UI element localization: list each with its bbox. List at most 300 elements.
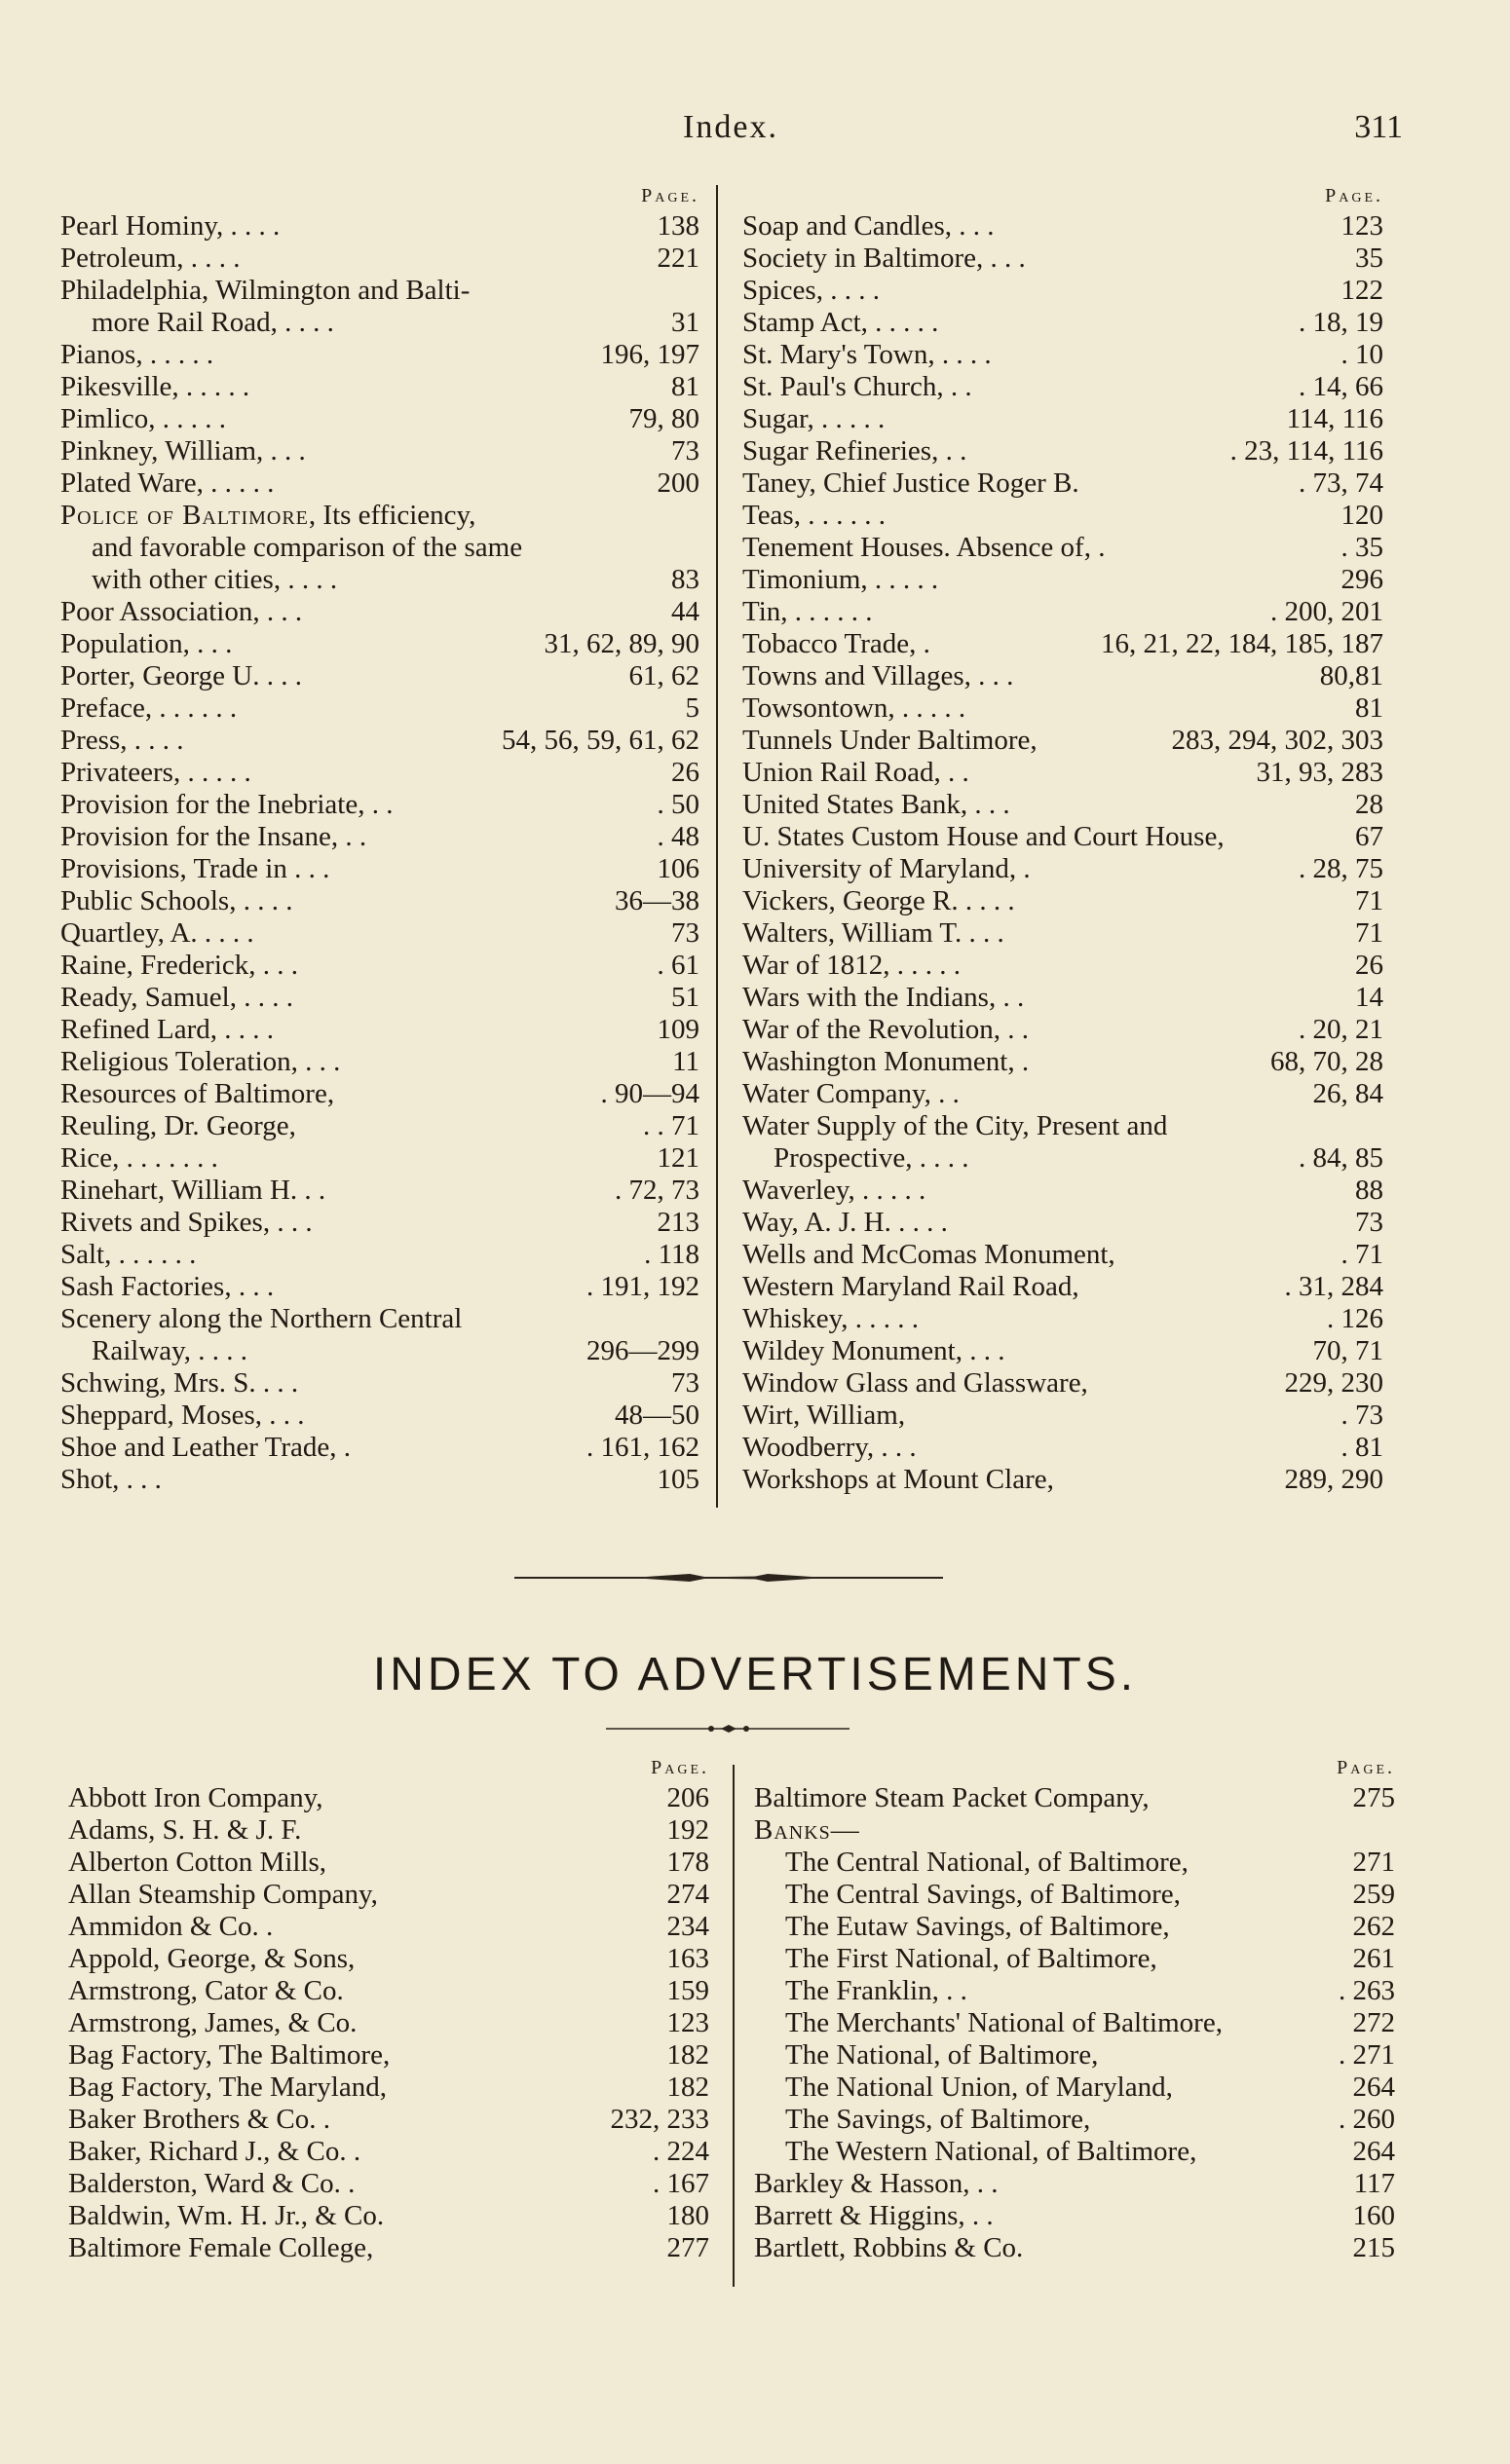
index-entry: [742, 307, 1387, 339]
index-entry: [60, 1271, 703, 1303]
entry-label: The National Union, of Maryland,: [785, 2072, 1173, 2103]
entry-page: . 10: [1340, 339, 1383, 370]
index-entry: [742, 692, 1387, 725]
index-entry: [742, 1432, 1387, 1464]
index-entry: [754, 1879, 1399, 1911]
entry-page: 221: [657, 243, 699, 274]
entry-label: Allan Steamship Company,: [68, 1879, 378, 1910]
entry-page: . 224: [653, 2136, 709, 2167]
index-entry: [68, 1975, 713, 2007]
entry-label: Vickers, George R. . . . .: [742, 885, 1015, 916]
index-entry: [68, 1782, 713, 1814]
index-entry: [68, 1879, 713, 1911]
index-entry: [60, 564, 703, 596]
entry-page: 31: [671, 307, 699, 338]
entry-label: Abbott Iron Company,: [68, 1782, 323, 1813]
index-entry: [754, 2232, 1399, 2264]
entry-label: United States Bank, . . .: [742, 789, 1010, 820]
index-entry: [742, 500, 1387, 532]
index-entry: [754, 1782, 1399, 1814]
entry-label: Banks—: [754, 1814, 860, 1846]
index-entry: [742, 1142, 1387, 1175]
entry-label: Philadelphia, Wilmington and Balti-: [60, 275, 471, 306]
entry-page: 264: [1352, 2072, 1395, 2103]
entry-page: 229, 230: [1284, 1367, 1383, 1399]
entry-label: Barrett & Higgins, . .: [754, 2200, 994, 2231]
index-entry: [60, 371, 703, 403]
index-entry: [60, 596, 703, 628]
entry-label: Prospective, . . . .: [774, 1142, 969, 1174]
index-entry: [742, 596, 1387, 628]
index-entry: [754, 2168, 1399, 2200]
entry-page: 296—299: [586, 1335, 699, 1366]
index-entry: [754, 1943, 1399, 1975]
entry-label: Soap and Candles, . . .: [742, 210, 995, 242]
entry-label: Pinkney, William, . . .: [60, 435, 306, 467]
entry-page: 105: [657, 1464, 699, 1495]
entry-page: 123: [666, 2007, 709, 2038]
page-title: Index.: [683, 109, 778, 145]
entry-label: Resources of Baltimore,: [60, 1078, 335, 1109]
entry-page: 138: [657, 210, 699, 242]
entry-page: 196, 197: [600, 339, 699, 370]
index-entry: [68, 2104, 713, 2136]
index-entry: [68, 2072, 713, 2104]
entry-page: 262: [1352, 1911, 1395, 1942]
index-entry: [60, 243, 703, 275]
entry-page: 232, 233: [610, 2104, 709, 2135]
index-entry: [754, 2007, 1399, 2039]
entry-label: Rivets and Spikes, . . .: [60, 1207, 313, 1238]
entry-page: 81: [1355, 692, 1383, 724]
index-entry: [68, 2136, 713, 2168]
entry-page: . 191, 192: [586, 1271, 699, 1302]
index-entry: [60, 532, 703, 564]
entry-page: . 50: [657, 789, 699, 820]
index-entry: [68, 1847, 713, 1879]
index-entry: [60, 660, 703, 692]
entry-page: 296: [1340, 564, 1383, 595]
page-column-header: Page.: [1337, 1757, 1395, 1778]
entry-label: Timonium, . . . . .: [742, 564, 939, 595]
entry-label: Baltimore Steam Packet Company,: [754, 1782, 1150, 1813]
entry-page: 68, 70, 28: [1270, 1046, 1383, 1077]
index-entry: [742, 1271, 1387, 1303]
entry-label: Rice, . . . . . . .: [60, 1142, 218, 1174]
index-entry: [60, 500, 703, 532]
entry-page: 121: [657, 1142, 699, 1174]
index-entry: [754, 1847, 1399, 1879]
index-entry: [60, 1207, 703, 1239]
index-entry: [742, 660, 1387, 692]
index-entry: [60, 789, 703, 821]
entry-page: 31, 62, 89, 90: [544, 628, 699, 659]
entry-page: 14: [1355, 982, 1383, 1013]
index-entry: [60, 307, 703, 339]
index-entry: [742, 1110, 1387, 1142]
entry-page: . 161, 162: [586, 1432, 699, 1463]
entry-label: Water Company, . .: [742, 1078, 960, 1109]
entry-page: 106: [657, 853, 699, 884]
entry-label: War of the Revolution, . .: [742, 1014, 1030, 1045]
entry-page: 283, 294, 302, 303: [1171, 725, 1383, 756]
entry-label: Salt, . . . . . .: [60, 1239, 197, 1270]
entry-label: Plated Ware, . . . . .: [60, 467, 275, 499]
entry-label: Tin, . . . . . .: [742, 596, 873, 627]
index-right-column: [742, 181, 1387, 1496]
index-entry: [754, 2136, 1399, 2168]
entry-page: . 263: [1339, 1975, 1395, 2006]
index-entry: [60, 210, 703, 243]
entry-label: Washington Monument, .: [742, 1046, 1030, 1077]
entry-page: 16, 21, 22, 184, 185, 187: [1101, 628, 1383, 659]
entry-label: Woodberry, . . .: [742, 1432, 917, 1463]
entry-label: Teas, . . . . . .: [742, 500, 886, 531]
entry-page: . 71: [1340, 1239, 1383, 1270]
entry-label: Sugar Refineries, . .: [742, 435, 967, 467]
index-entry: [742, 982, 1387, 1014]
entry-label: Workshops at Mount Clare,: [742, 1464, 1054, 1495]
entry-label: Whiskey, . . . . .: [742, 1303, 919, 1334]
entry-label: Sash Factories, . . .: [60, 1271, 275, 1302]
index-entry: [742, 757, 1387, 789]
index-entry: [742, 1303, 1387, 1335]
entry-label: St. Mary's Town, . . . .: [742, 339, 992, 370]
entry-page: 73: [671, 435, 699, 467]
index-entry: [742, 467, 1387, 500]
index-entry: [68, 2232, 713, 2264]
entry-page: 70, 71: [1312, 1335, 1383, 1366]
entry-label: Police of Baltimore, Its efficiency,: [60, 500, 476, 531]
entry-label: Taney, Chief Justice Roger B.: [742, 467, 1079, 499]
entry-page: 35: [1355, 243, 1383, 274]
column-divider: [733, 1765, 735, 2287]
entry-label: Bag Factory, The Baltimore,: [68, 2039, 391, 2071]
index-entry: [60, 692, 703, 725]
advertisements-right-column: [754, 1753, 1399, 2264]
index-entry: [68, 2168, 713, 2200]
entry-page: . 35: [1340, 532, 1383, 563]
entry-page: . 200, 201: [1270, 596, 1383, 627]
entry-label: Sheppard, Moses, . . .: [60, 1400, 305, 1431]
entry-page: 26: [1355, 950, 1383, 981]
entry-page: . 14, 66: [1299, 371, 1383, 402]
page-column-header: Page.: [1325, 185, 1383, 206]
index-entry: [742, 950, 1387, 982]
entry-label: Armstrong, James, & Co.: [68, 2007, 358, 2038]
index-entry: [742, 532, 1387, 564]
entry-label: The Savings, of Baltimore,: [785, 2104, 1091, 2135]
entry-page: 234: [666, 1911, 709, 1942]
entry-label: Refined Lard, . . . .: [60, 1014, 275, 1045]
entry-page: 180: [666, 2200, 709, 2231]
entry-label: Press, . . . .: [60, 725, 184, 756]
index-entry: [60, 339, 703, 371]
column-divider: [716, 185, 718, 1508]
index-entry: [742, 210, 1387, 243]
entry-label: Wirt, William,: [742, 1400, 906, 1431]
index-entry: [742, 564, 1387, 596]
entry-page: 182: [666, 2072, 709, 2103]
index-entry: [60, 1464, 703, 1496]
index-entry: [742, 1078, 1387, 1110]
entry-page: 5: [685, 692, 699, 724]
index-entry: [742, 885, 1387, 917]
entry-label: Tenement Houses. Absence of, .: [742, 532, 1106, 563]
entry-label: The Franklin, . .: [785, 1975, 967, 2006]
entry-page: 73: [671, 1367, 699, 1399]
entry-page: 80,81: [1319, 660, 1383, 691]
index-entry: [60, 435, 703, 467]
index-entry: [68, 1814, 713, 1847]
entry-page: 159: [666, 1975, 709, 2006]
entry-page: 114, 116: [1286, 403, 1383, 434]
entry-page: . 72, 73: [615, 1175, 699, 1206]
entry-page: 200: [657, 467, 699, 499]
index-entry: [60, 1432, 703, 1464]
entry-page: . 73, 74: [1299, 467, 1383, 499]
entry-label: Pearl Hominy, . . . .: [60, 210, 281, 242]
entry-label: more Rail Road, . . . .: [92, 307, 334, 338]
entry-label: Petroleum, . . . .: [60, 243, 241, 274]
entry-label: Walters, William T. . . .: [742, 917, 1004, 949]
entry-page: 44: [671, 596, 699, 627]
page-number: 311: [1354, 109, 1403, 145]
entry-page: 79, 80: [628, 403, 699, 434]
entry-page: 289, 290: [1284, 1464, 1383, 1495]
entry-page: . 73: [1340, 1400, 1383, 1431]
index-entry: [68, 2007, 713, 2039]
index-entry: [742, 821, 1387, 853]
entry-page: 31, 93, 283: [1256, 757, 1383, 788]
entry-label: Shot, . . .: [60, 1464, 162, 1495]
index-entry: [60, 275, 703, 307]
title-underline-ornament: [606, 1724, 849, 1734]
entry-label: Wells and McComas Monument,: [742, 1239, 1115, 1270]
entry-label: Baldwin, Wm. H. Jr., & Co.: [68, 2200, 385, 2231]
index-entry: [742, 1239, 1387, 1271]
entry-page: 109: [657, 1014, 699, 1045]
entry-label: Window Glass and Glassware,: [742, 1367, 1088, 1399]
index-entry: [742, 403, 1387, 435]
entry-page: . 84, 85: [1299, 1142, 1383, 1174]
index-entry: [60, 757, 703, 789]
index-entry: [742, 853, 1387, 885]
index-entry: [742, 1464, 1387, 1496]
index-entry: [60, 950, 703, 982]
entry-page: . 61: [657, 950, 699, 981]
entry-page: 81: [671, 371, 699, 402]
entry-label: Western Maryland Rail Road,: [742, 1271, 1079, 1302]
entry-label: Bag Factory, The Maryland,: [68, 2072, 387, 2103]
entry-label: The Central National, of Baltimore,: [785, 1847, 1189, 1878]
entry-label: Stamp Act, . . . . .: [742, 307, 939, 338]
index-entry: [68, 2200, 713, 2232]
entry-page: 163: [666, 1943, 709, 1974]
entry-page: 54, 56, 59, 61, 62: [502, 725, 699, 756]
entry-page: 122: [1340, 275, 1383, 306]
entry-label: Sugar, . . . . .: [742, 403, 886, 434]
index-entry: [60, 1239, 703, 1271]
index-entry: [742, 1335, 1387, 1367]
index-entry: [754, 2200, 1399, 2232]
entry-label: Reuling, Dr. George,: [60, 1110, 296, 1141]
index-entry: [742, 339, 1387, 371]
entry-page: 51: [671, 982, 699, 1013]
entry-label: Ammidon & Co. .: [68, 1911, 274, 1942]
section-divider-ornament: [514, 1572, 943, 1584]
entry-page: . 20, 21: [1299, 1014, 1383, 1045]
entry-label: University of Maryland, .: [742, 853, 1031, 884]
page-column-header: Page.: [641, 185, 699, 206]
entry-label: Alberton Cotton Mills,: [68, 1847, 327, 1878]
entry-label: Towns and Villages, . . .: [742, 660, 1014, 691]
entry-label: Society in Baltimore, . . .: [742, 243, 1026, 274]
entry-page: . 126: [1327, 1303, 1383, 1334]
entry-page: 160: [1352, 2200, 1395, 2231]
entry-page: 215: [1352, 2232, 1395, 2263]
entry-label: Scenery along the Northern Central: [60, 1303, 463, 1334]
entry-page: 67: [1355, 821, 1383, 852]
index-entry: [742, 435, 1387, 467]
entry-label: Armstrong, Cator & Co.: [68, 1975, 344, 2006]
entry-page: 182: [666, 2039, 709, 2071]
index-entry: [60, 917, 703, 950]
entry-label: with other cities, . . . .: [92, 564, 338, 595]
entry-label: Tunnels Under Baltimore,: [742, 725, 1038, 756]
entry-page: 123: [1340, 210, 1383, 242]
index-entry: [742, 275, 1387, 307]
index-entry: [754, 2104, 1399, 2136]
entry-label: Schwing, Mrs. S. . . .: [60, 1367, 299, 1399]
entry-label: Preface, . . . . . .: [60, 692, 238, 724]
entry-label: Ready, Samuel, . . . .: [60, 982, 293, 1013]
entry-page: . 167: [653, 2168, 709, 2199]
entry-page: . 90—94: [600, 1078, 699, 1109]
entry-page: 271: [1352, 1847, 1395, 1878]
entry-page: . 31, 284: [1284, 1271, 1383, 1302]
entry-page: 275: [1352, 1782, 1395, 1813]
index-entry: [60, 1078, 703, 1110]
index-entry: [742, 1367, 1387, 1400]
index-entry: [60, 853, 703, 885]
entry-page: 26: [671, 757, 699, 788]
running-head: [58, 109, 1403, 158]
entry-page: 261: [1352, 1943, 1395, 1974]
index-entry: [60, 1367, 703, 1400]
entry-label: Bartlett, Robbins & Co.: [754, 2232, 1024, 2263]
page-column-header: Page.: [651, 1757, 709, 1778]
entry-page: . 23, 114, 116: [1229, 435, 1383, 467]
index-entry: [742, 243, 1387, 275]
entry-label: St. Paul's Church, . .: [742, 371, 972, 402]
index-entry: [68, 2039, 713, 2072]
index-entry: [742, 1207, 1387, 1239]
index-entry: [742, 725, 1387, 757]
entry-page: 88: [1355, 1175, 1383, 1206]
index-entry: [60, 628, 703, 660]
entry-label: Porter, George U. . . .: [60, 660, 302, 691]
index-entry: [60, 1400, 703, 1432]
index-entry: [60, 885, 703, 917]
advertisements-title: INDEX TO ADVERTISEMENTS.: [372, 1649, 1138, 1700]
entry-label: Quartley, A. . . . .: [60, 917, 254, 949]
entry-label: Wildey Monument, . . .: [742, 1335, 1005, 1366]
index-entry: [68, 1943, 713, 1975]
entry-page: . 260: [1339, 2104, 1395, 2135]
entry-label: Wars with the Indians, . .: [742, 982, 1025, 1013]
entry-page: . 81: [1340, 1432, 1383, 1463]
entry-label: Baltimore Female College,: [68, 2232, 374, 2263]
index-entry: [60, 1046, 703, 1078]
index-entry: [742, 1046, 1387, 1078]
entry-page: 264: [1352, 2136, 1395, 2167]
entry-label: Towsontown, . . . . .: [742, 692, 966, 724]
entry-page: 192: [666, 1814, 709, 1846]
entry-page: 272: [1352, 2007, 1395, 2038]
index-entry: [754, 1975, 1399, 2007]
index-entry: [754, 2039, 1399, 2072]
entry-label: Union Rail Road, . .: [742, 757, 969, 788]
entry-label: Pikesville, . . . . .: [60, 371, 250, 402]
entry-page: 178: [666, 1847, 709, 1878]
index-entry: [60, 1110, 703, 1142]
entry-label: Provisions, Trade in . . .: [60, 853, 330, 884]
index-entry: [754, 1911, 1399, 1943]
entry-page: 48—50: [615, 1400, 699, 1431]
index-entry: [754, 1814, 1399, 1847]
entry-page: 11: [672, 1046, 699, 1077]
entry-page: . 18, 19: [1299, 307, 1383, 338]
entry-label: Waverley, . . . . .: [742, 1175, 926, 1206]
index-entry: [60, 725, 703, 757]
entry-page: 83: [671, 564, 699, 595]
entry-label: Balderston, Ward & Co. .: [68, 2168, 356, 2199]
entry-label: Provision for the Inebriate, . .: [60, 789, 394, 820]
entry-page: 36—38: [615, 885, 699, 916]
entry-label: Way, A. J. H. . . . .: [742, 1207, 948, 1238]
index-entry: [742, 917, 1387, 950]
index-entry: [60, 403, 703, 435]
entry-label: Baker, Richard J., & Co. .: [68, 2136, 361, 2167]
entry-label: The First National, of Baltimore,: [785, 1943, 1157, 1974]
entry-label: Barkley & Hasson, . .: [754, 2168, 999, 2199]
entry-label: Shoe and Leather Trade, .: [60, 1432, 351, 1463]
index-entry: [742, 628, 1387, 660]
entry-label: Privateers, . . . . .: [60, 757, 251, 788]
entry-label: War of 1812, . . . . .: [742, 950, 961, 981]
entry-page: . 28, 75: [1299, 853, 1383, 884]
entry-page: 71: [1355, 917, 1383, 949]
entry-label: Poor Association, . . .: [60, 596, 303, 627]
entry-label: The Eutaw Savings, of Baltimore,: [785, 1911, 1170, 1942]
index-entry: [60, 1303, 703, 1335]
entry-label: Public Schools, . . . .: [60, 885, 293, 916]
entry-label: Adams, S. H. & J. F.: [68, 1814, 302, 1846]
entry-label: The Central Savings, of Baltimore,: [785, 1879, 1181, 1910]
index-left-column: [60, 181, 703, 1496]
index-entry: [742, 1014, 1387, 1046]
entry-label: Pianos, . . . . .: [60, 339, 214, 370]
entry-label: Baker Brothers & Co. .: [68, 2104, 331, 2135]
entry-label: and favorable comparison of the same: [92, 532, 523, 563]
index-entry: [60, 982, 703, 1014]
entry-page: 206: [666, 1782, 709, 1813]
entry-page: 277: [666, 2232, 709, 2263]
entry-page: . 271: [1339, 2039, 1395, 2071]
entry-page: 28: [1355, 789, 1383, 820]
entry-page: . 48: [657, 821, 699, 852]
